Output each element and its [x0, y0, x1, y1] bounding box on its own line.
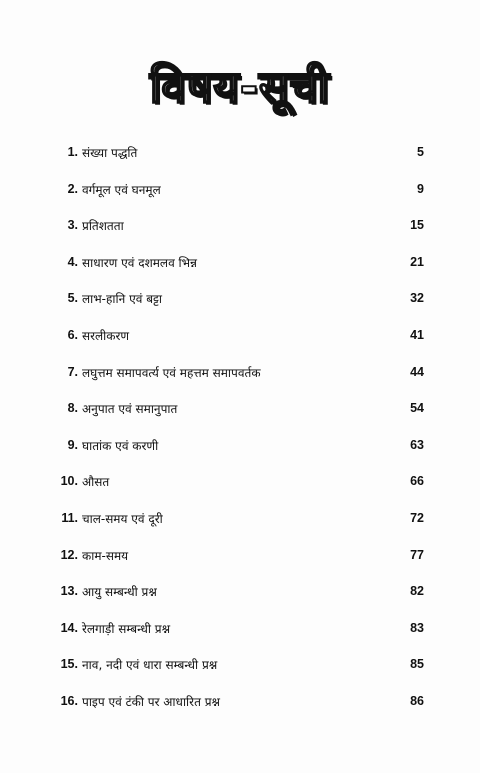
toc-entry — [0, 652, 480, 689]
toc-entry — [0, 433, 480, 470]
entry-number: 4. — [67, 254, 78, 269]
entry-title: पाइप एवं टंकी पर आधारित प्रश्न — [82, 694, 221, 709]
entry-title: संख्या पद्धति — [82, 146, 138, 160]
toc-entry — [0, 543, 480, 580]
entry-page-number: 72 — [410, 510, 424, 525]
toc-entry — [0, 579, 480, 616]
entry-page-number: 41 — [410, 327, 424, 342]
entry-title: अनुपात एवं समानुपात — [82, 402, 178, 417]
entry-number: 1. — [67, 145, 78, 159]
toc-entry — [0, 396, 480, 433]
page-title: विषय-सूची — [149, 62, 331, 113]
entry-number: 12. — [60, 547, 78, 562]
entry-number: 10. — [60, 474, 78, 489]
entry-page-number: 86 — [410, 693, 424, 708]
entry-title: वर्गमूल एवं घनमूल — [82, 182, 161, 197]
entry-number: 7. — [67, 364, 78, 379]
entry-title: आयु सम्बन्धी प्रश्न — [82, 585, 157, 600]
entry-number: 15. — [60, 657, 78, 672]
entry-title: सरलीकरण — [82, 328, 130, 343]
entry-title: लघुत्तम समापवर्त्य एवं महत्तम समापवर्तक — [82, 365, 261, 380]
entry-number: 6. — [67, 327, 78, 342]
toc-entry — [0, 506, 480, 543]
entry-title: काम-समय — [82, 548, 129, 563]
entry-page-number: 44 — [410, 364, 424, 379]
entry-page-number: 54 — [410, 401, 424, 416]
toc-entry — [0, 689, 480, 726]
entry-page-number: 63 — [410, 437, 424, 452]
entry-number: 16. — [60, 693, 78, 708]
entry-page-number: 32 — [410, 291, 424, 306]
entry-title: लाभ-हानि एवं बट्टा — [82, 292, 163, 307]
toc-entry — [0, 250, 480, 287]
entry-title: साधारण एवं दशमलव भिन्न — [82, 255, 197, 270]
toc-entry — [0, 177, 480, 214]
entry-title: प्रतिशतता — [82, 219, 124, 234]
toc-entry — [0, 360, 480, 397]
entry-number: 11. — [61, 510, 78, 525]
entry-page-number: 9 — [417, 181, 424, 196]
toc-entry — [0, 286, 480, 323]
entry-page-number: 66 — [410, 474, 424, 489]
entry-number: 13. — [60, 584, 78, 599]
entry-number: 8. — [67, 401, 78, 416]
entry-page-number: 21 — [410, 254, 424, 269]
entry-page-number: 85 — [410, 657, 424, 672]
toc-entry — [0, 616, 480, 653]
entry-page-number: 77 — [410, 547, 424, 562]
entry-number: 3. — [67, 218, 78, 233]
toc-entry — [0, 469, 480, 506]
entry-page-number: 15 — [410, 218, 424, 233]
entry-number: 9. — [67, 437, 78, 452]
toc-entry — [0, 323, 480, 360]
entry-page-number: 82 — [410, 584, 424, 599]
entry-title: चाल-समय एवं दूरी — [82, 511, 163, 526]
toc-entry — [0, 213, 480, 250]
entry-title: घातांक एवं करणी — [82, 438, 159, 453]
toc-entry — [0, 140, 480, 177]
entry-page-number: 83 — [410, 620, 424, 635]
entry-number: 2. — [67, 181, 78, 196]
entry-number: 5. — [67, 291, 78, 306]
entry-title: रेलगाड़ी सम्बन्धी प्रश्न — [82, 621, 171, 636]
entry-title: औसत — [82, 475, 110, 490]
entry-number: 14. — [60, 620, 78, 635]
entry-page-number: 5 — [417, 145, 424, 159]
entry-title: नाव, नदी एवं धारा सम्बन्धी प्रश्न — [82, 658, 218, 673]
table-of-contents — [0, 140, 480, 726]
